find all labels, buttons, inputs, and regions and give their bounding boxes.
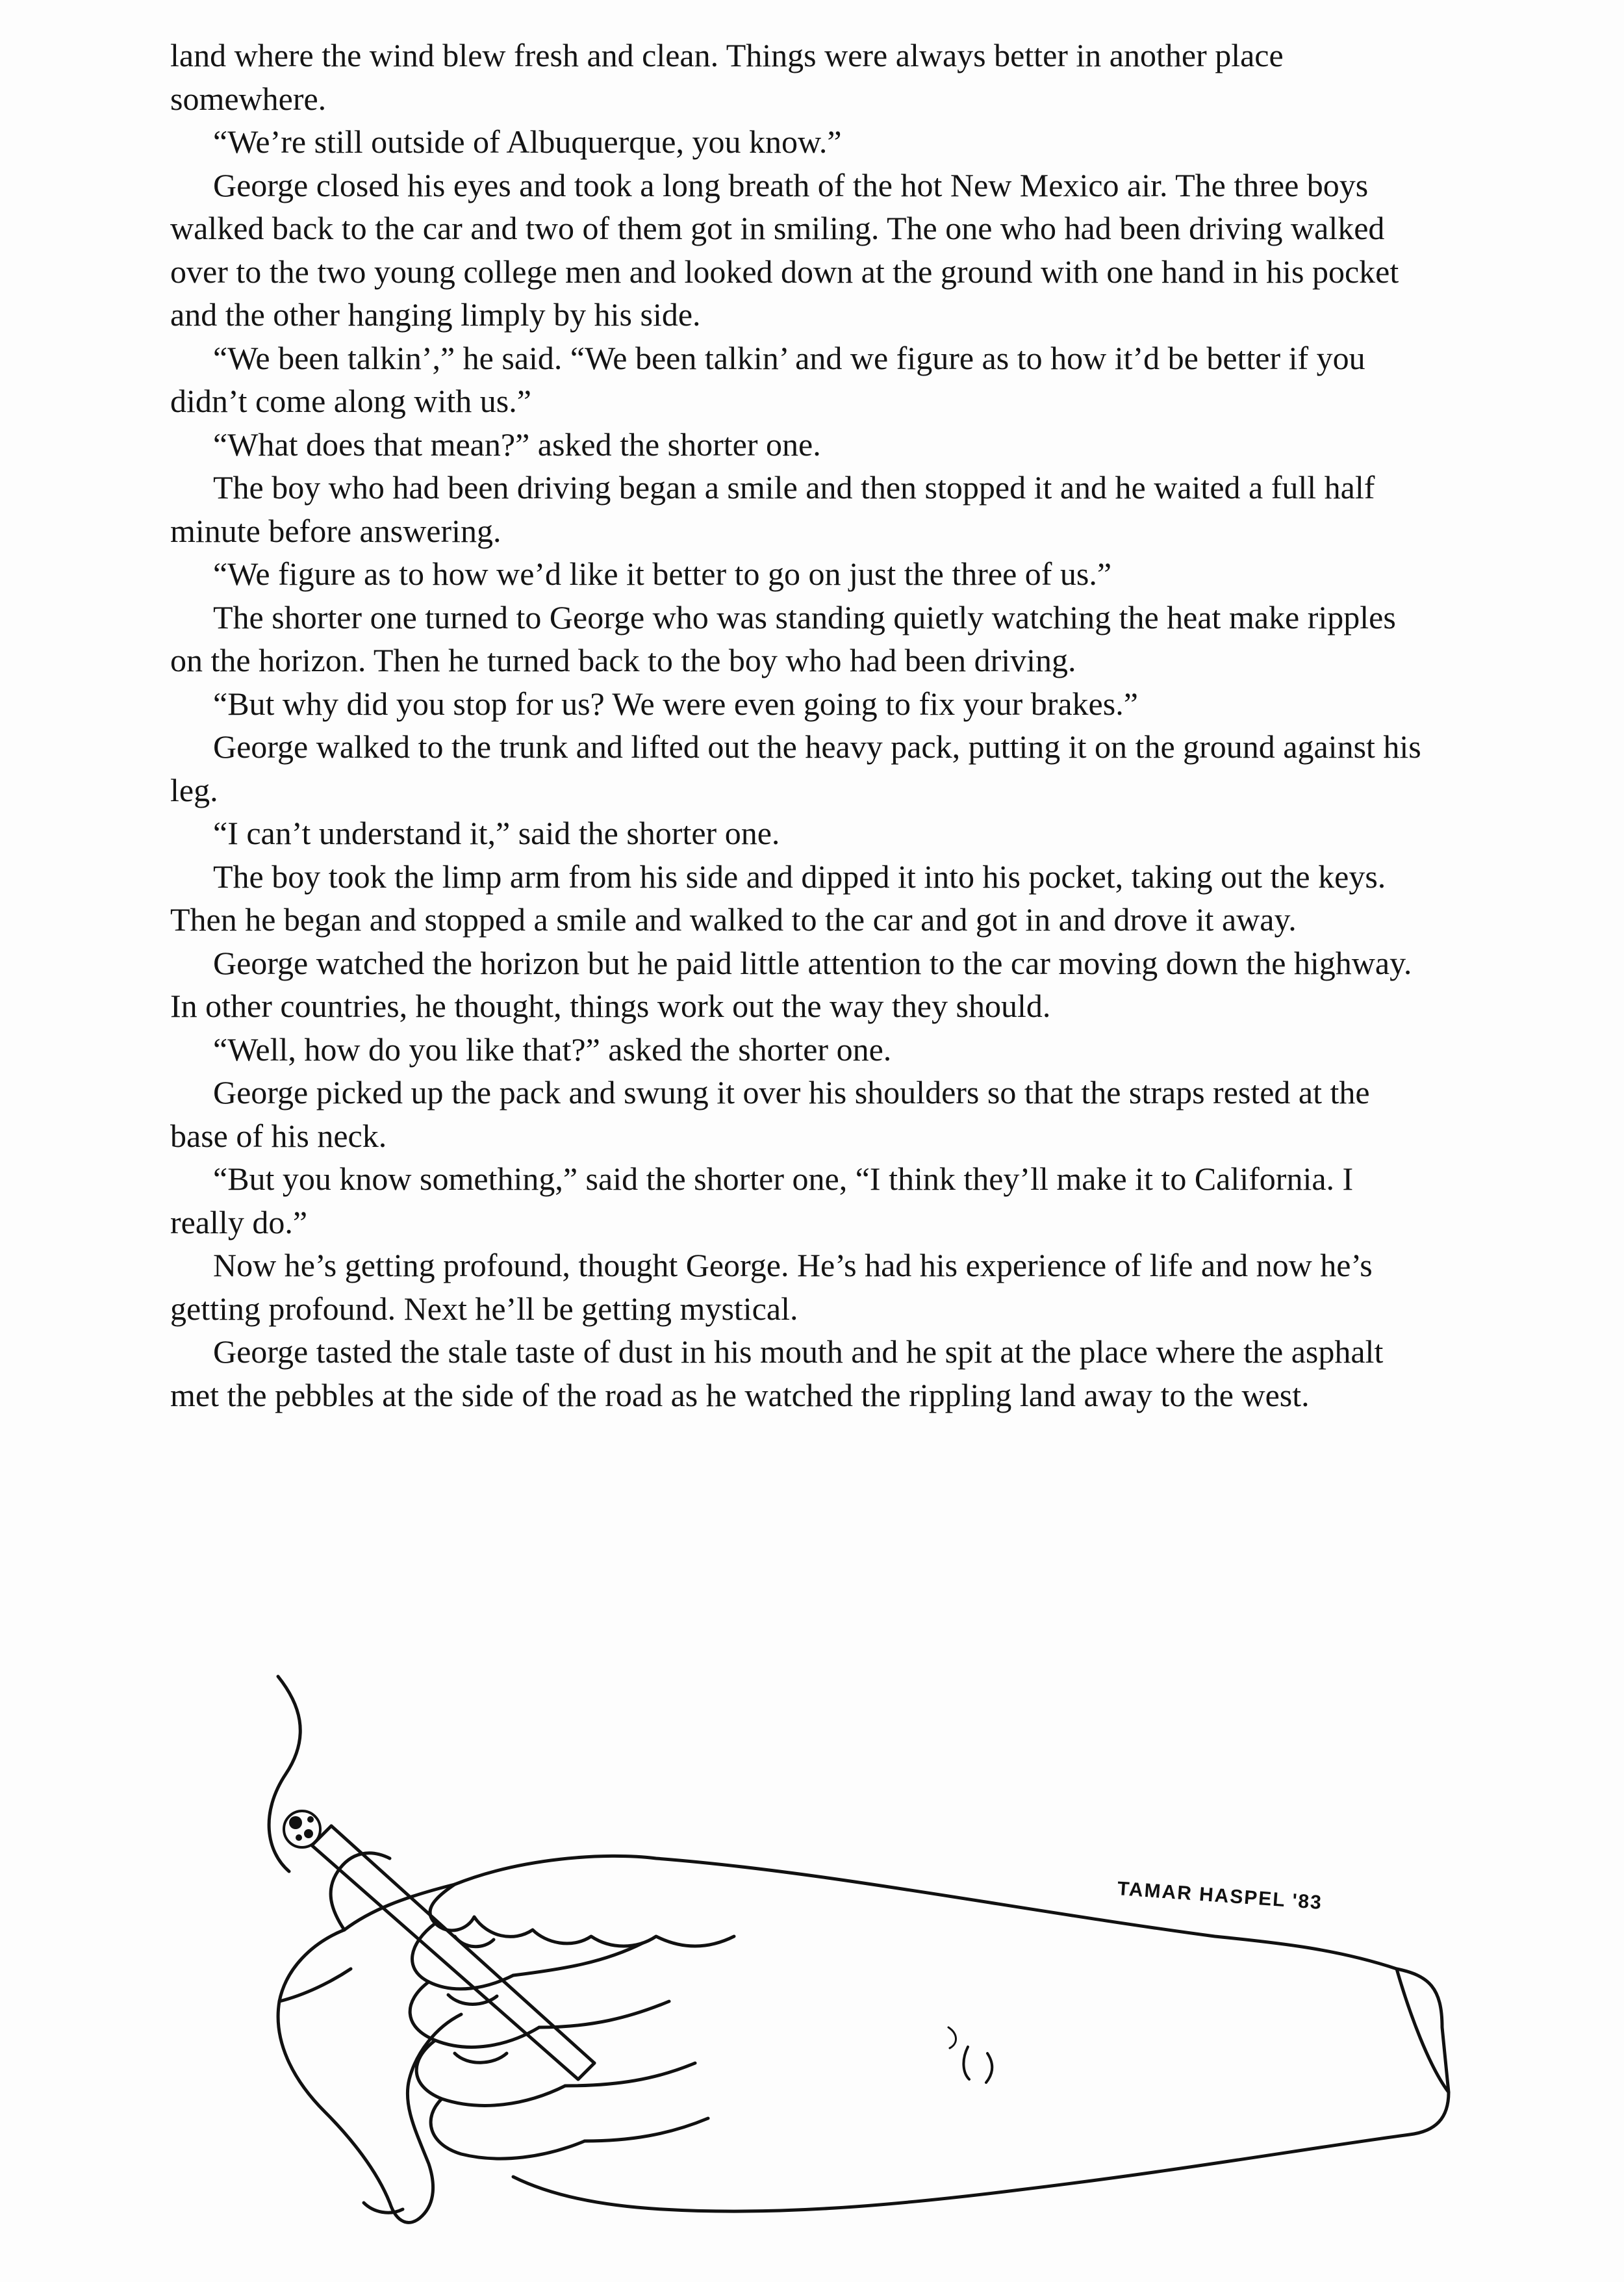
artist-signature: TAMAR HASPEL '83 [1116,1878,1323,1914]
story-text [170,34,1424,1417]
paragraph: George watched the horizon but he paid little attention to the car moving down the highway. In other countries, he thought, things work out the way they should. [170,944,1412,1024]
paragraph: “But why did you stop for us? We were even going to fix your brakes.” [213,685,1138,722]
smoke-icon [269,1676,300,1871]
paragraph: “But you know something,” said the shorter one, “I think they’ll make it to California. I really do.” [170,1161,1354,1240]
cigarette-icon [284,1811,594,2079]
paragraph: “I can’t understand it,” said the shorter one. [213,815,780,851]
paragraph: George walked to the trunk and lifted out the heavy pack, putting it on the ground against his leg. [170,728,1421,808]
paragraph: “We figure as to how we’d like it better to go on just the three of us.” [213,556,1112,592]
thumb-outline [278,1930,461,2222]
paragraph: George picked up the pack and swung it over his shoulders so that the straps rested at the base of his neck. [170,1074,1370,1154]
paragraph: “We been talkin’,” he said. “We been talkin’ and we figure as to how it’d be better if you didn’t come along with us.” [170,339,1365,419]
paragraph: George tasted the stale taste of dust in his mouth and he spit at the place where the asphalt met the pebbles at the side of the road as he watched the rippling land away to the west. [170,1333,1384,1413]
paragraph: land where the wind blew fresh and clean. Things were always better in another place somewhere. [170,37,1284,117]
paragraph: “What does that mean?” asked the shorter one. [213,426,821,463]
hand-cigarette-illustration [240,1663,1475,2281]
paragraph: The boy took the limp arm from his side and dipped it into his pocket, taking out the keys. Then he began and stopped a smile and walked to the car and got in and drove it away. [170,858,1386,938]
paragraph: The boy who had been driving began a smile and then stopped it and he waited a full half minute before answering. [170,469,1375,549]
paragraph: Now he’s getting profound, thought George. He’s had his experience of life and now he’s getting profound. Next he’ll be getting mystical. [170,1247,1373,1327]
paragraph: “We’re still outside of Albuquerque, you know.” [213,123,842,160]
paragraph: The shorter one turned to George who was standing quietly watching the heat make ripples on the horizon. Then he turned back to the boy who had been driving. [170,598,1396,678]
paragraph: George closed his eyes and took a long breath of the hot New Mexico air. The three boys walked back to the car and two of them got in smiling. The one who had been driving walked over to the two young college men and looked down at the ground with one hand in his pocket and the other hanging limply by his side. [170,166,1399,333]
paragraph: “Well, how do you like that?” asked the shorter one. [213,1031,892,1068]
